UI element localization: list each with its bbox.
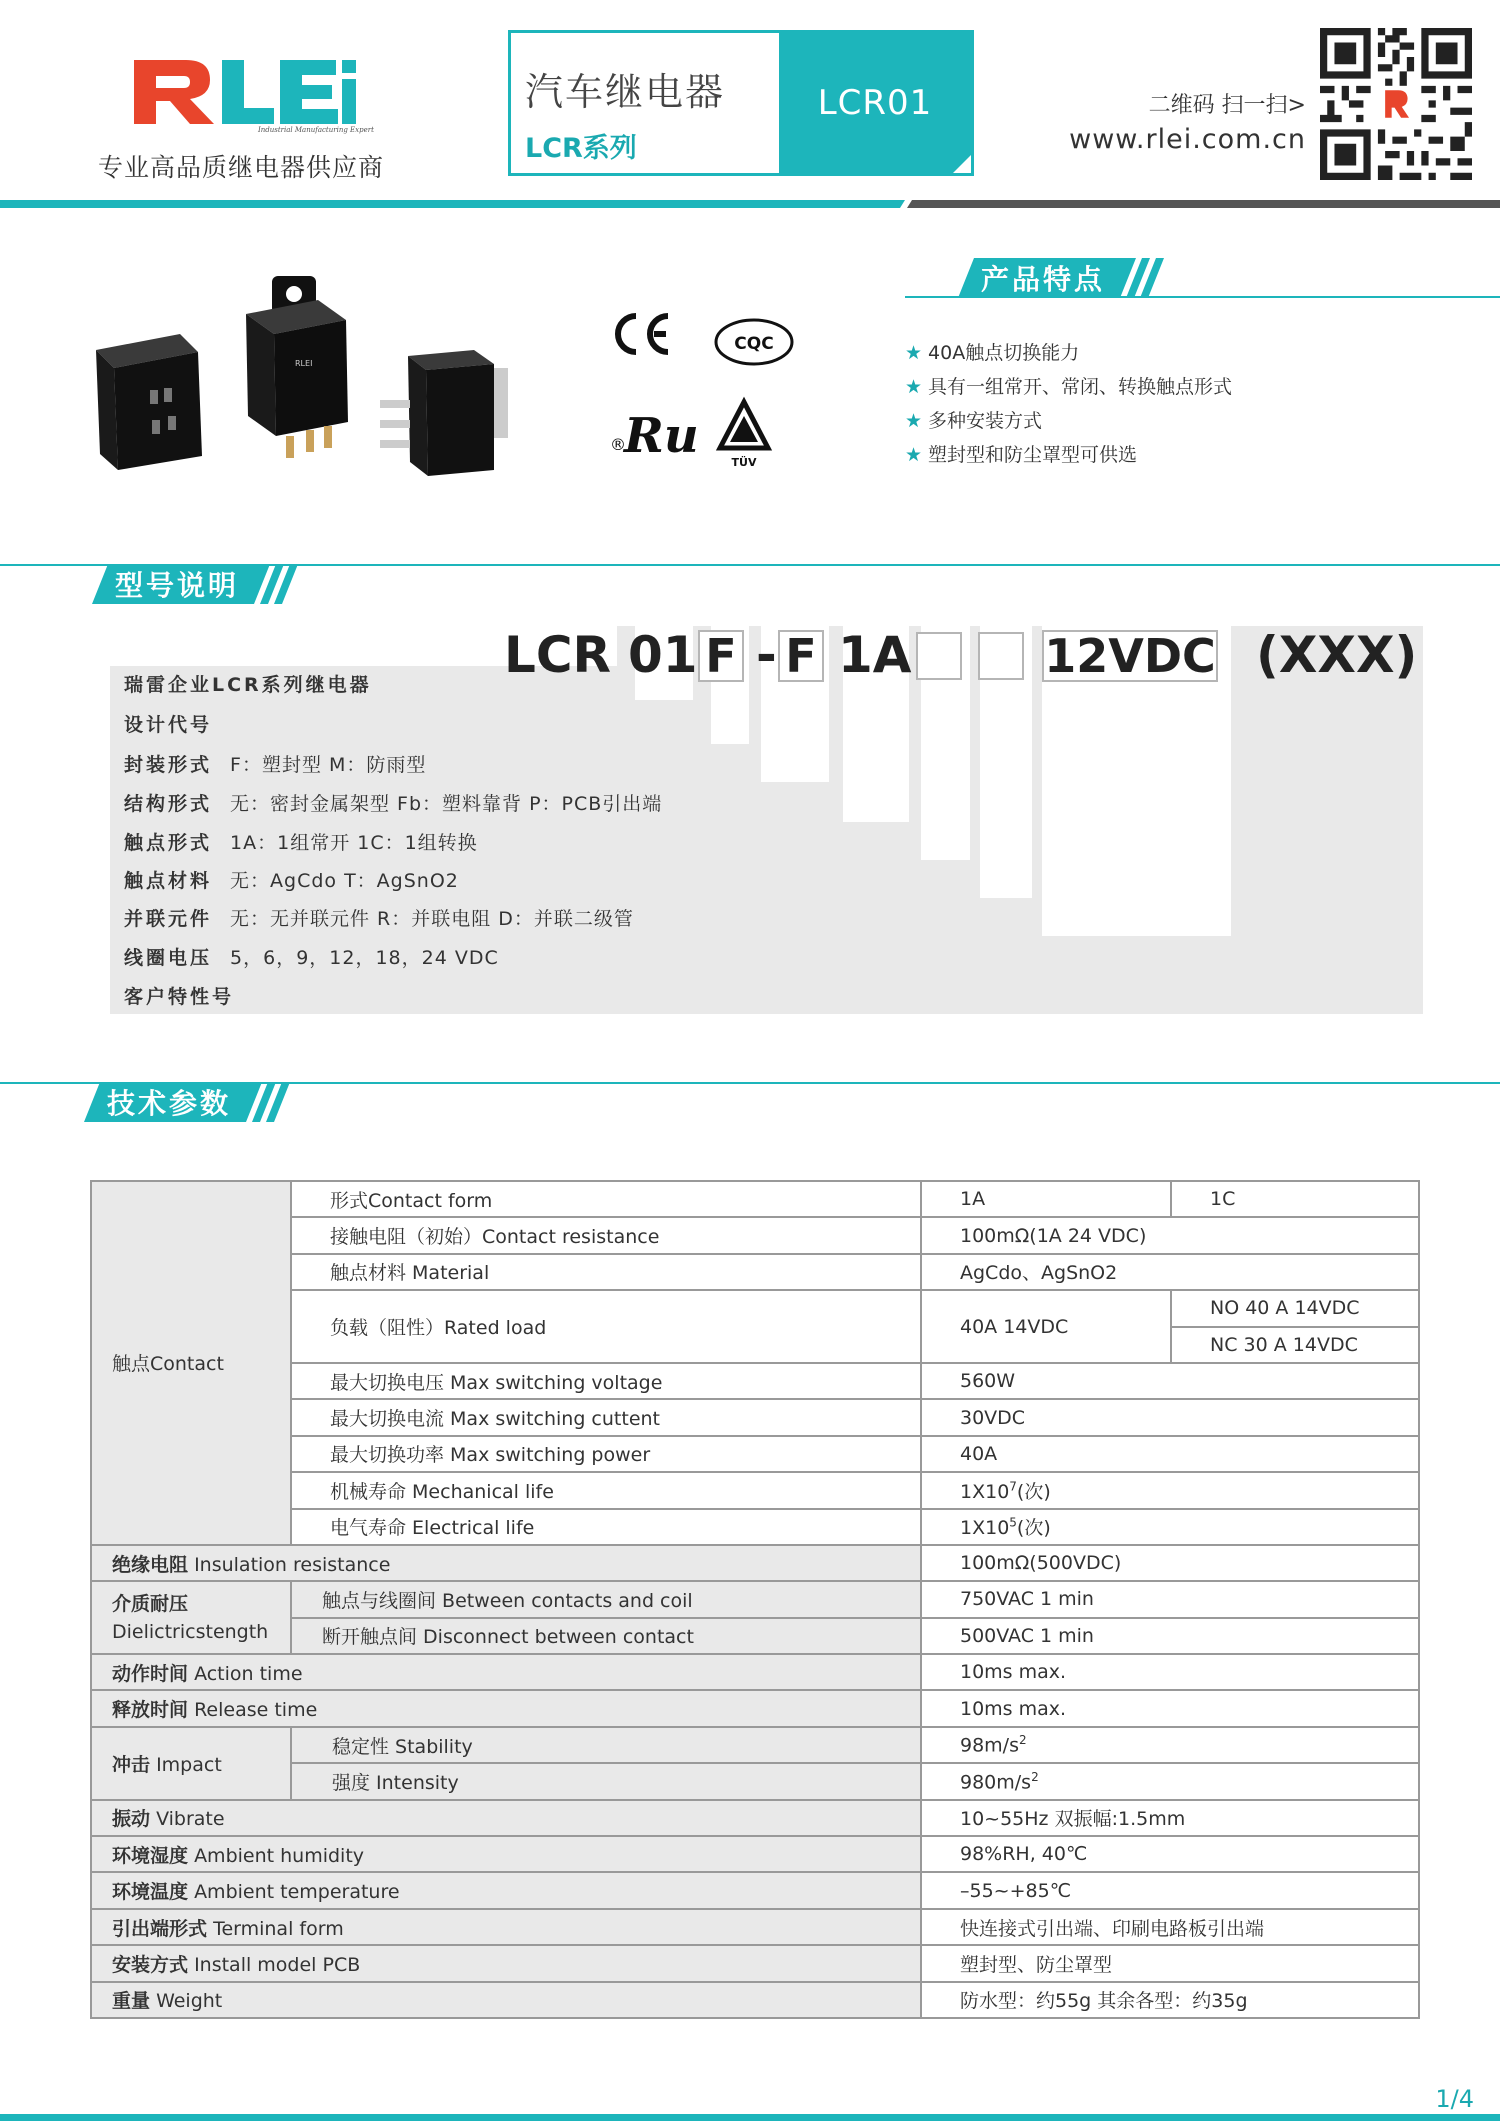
feature-item: ★ 40A触点切换能力	[905, 342, 1080, 364]
model-row-package: 封装形式 F：塑封型 M：防雨型	[124, 753, 427, 776]
tagline: 专业高品质继电器供应商	[98, 153, 385, 182]
svg-text:Ru: Ru	[624, 408, 699, 464]
code-design: 01	[628, 626, 698, 684]
contact-group-label: 触点Contact	[91, 1181, 291, 1545]
code-lcr: LCR	[504, 626, 612, 684]
code-structure: F	[778, 630, 824, 682]
table-row: 环境温度 Ambient temperature –55~+85℃	[91, 1872, 1419, 1908]
table-row: 引出端形式 Terminal form 快连接式引出端、印刷电路板引出端	[91, 1909, 1419, 1945]
table-row: 动作时间 Action time 10ms max.	[91, 1654, 1419, 1690]
feature-item: ★ 塑封型和防尘罩型可供选	[905, 444, 1138, 466]
ce-mark-icon	[618, 316, 668, 352]
model-heading	[92, 564, 312, 604]
model-row-coil-voltage: 线圈电压 5，6，9，12，18，24 VDC	[124, 946, 499, 969]
table-row: 断开触点间 Disconnect between contact 500VAC 1 min	[91, 1618, 1419, 1654]
table-row: 介质耐压 Dielictricstength 触点与线圈间 Between contacts and coil 750VAC 1 min	[91, 1581, 1419, 1617]
certification-icons	[610, 310, 800, 470]
feature-item: ★ 具有一组常开、常闭、转换触点形式	[905, 376, 1233, 398]
star-icon: ★	[905, 410, 923, 432]
feature-list	[905, 336, 1232, 472]
table-row: 触点Contact 形式Contact form 1A 1C	[91, 1181, 1419, 1217]
svg-text:CQC: CQC	[734, 334, 774, 354]
table-row: 安装方式 Install model PCB 塑封型、防尘罩型	[91, 1945, 1419, 1981]
table-row: 冲击 Impact 稳定性 Stability $98m/s^2$	[91, 1727, 1419, 1763]
model-title: 型号说明	[114, 569, 239, 602]
code-customer: (XXX)	[1256, 626, 1418, 684]
model-row-design: 设计代号	[124, 713, 213, 736]
model-label: LCR01	[779, 33, 971, 173]
title-box	[508, 30, 974, 176]
model-row-contact-form: 触点形式 1A：1组常开 1C：1组转换	[124, 831, 478, 854]
table-row: 电气寿命 Electrical life $1X10^5$(次)	[91, 1509, 1419, 1545]
logo-subtitle: Industrial Manufacturing Expert	[258, 126, 374, 134]
table-row: 释放时间 Release time 10ms max.	[91, 1690, 1419, 1726]
star-icon: ★	[905, 376, 923, 398]
website-link[interactable]: www.rlei.com.cn	[1069, 124, 1306, 155]
product-photos	[90, 270, 540, 490]
code-parallel	[978, 632, 1024, 680]
model-step-8	[110, 976, 1423, 1014]
tuv-mark-icon	[720, 402, 768, 469]
rlei-logo	[128, 50, 374, 134]
table-row: 振动 Vibrate 10~55Hz 双振幅:1.5mm	[91, 1800, 1419, 1836]
header-divider	[0, 200, 1500, 208]
table-row: 触点材料 Material AgCdo、AgSnO2	[91, 1254, 1419, 1290]
star-icon: ★	[905, 444, 923, 466]
code-contact-material	[916, 632, 962, 680]
tech-heading	[84, 1082, 304, 1122]
table-row: 机械寿命 Mechanical life $1X10^7$(次)	[91, 1472, 1419, 1508]
tech-title: 技术参数	[106, 1087, 231, 1120]
table-row: 接触电阻（初始）Contact resistance 100mΩ(1A 24 VDC)	[91, 1217, 1419, 1253]
spec-table	[90, 1180, 1420, 2019]
table-row: 绝缘电阻 Insulation resistance 100mΩ(500VDC)	[91, 1545, 1419, 1581]
model-row-series: 瑞雷企业LCR系列继电器	[124, 673, 372, 696]
model-row-contact-material: 触点材料 无：AgCdo T：AgSnO2	[124, 869, 459, 892]
table-row: NC 30 A 14VDC	[91, 1327, 1419, 1363]
model-row-structure: 结构形式 无：密封金属架型 Fb：塑料靠背 P：PCB引出端	[124, 792, 663, 815]
features-heading	[958, 258, 1178, 298]
model-row-customer: 客户特性号	[124, 985, 235, 1008]
table-row: 强度 Intensity $980m/s^2$	[91, 1763, 1419, 1799]
table-row: 最大切换功率 Max switching power 40A	[91, 1436, 1419, 1472]
table-row: 最大切换电压 Max switching voltage 560W	[91, 1363, 1419, 1399]
code-dash: -	[756, 626, 777, 684]
ur-mark-icon	[610, 408, 699, 464]
qr-prompt: 二维码 扫一扫>	[1148, 93, 1306, 118]
series-label: LCR系列	[525, 133, 637, 164]
code-coil-voltage: 12VDC	[1042, 630, 1218, 682]
svg-text:TÜV: TÜV	[731, 456, 757, 469]
qr-code-icon[interactable]	[1320, 28, 1472, 180]
features-title: 产品特点	[980, 263, 1105, 296]
table-row: 最大切换电流 Max switching cuttent 30VDC	[91, 1399, 1419, 1435]
cqc-mark-icon	[716, 320, 792, 364]
code-contact-form: 1A	[838, 626, 912, 684]
code-package: F	[698, 630, 744, 682]
star-icon: ★	[905, 342, 923, 364]
table-row: 负载（阻性）Rated load 40A 14VDC NO 40 A 14VDC	[91, 1290, 1419, 1326]
product-title: 汽车继电器	[525, 70, 726, 114]
svg-text:®: ®	[610, 435, 626, 454]
feature-item: ★ 多种安装方式	[905, 410, 1043, 432]
table-row: 重量 Weight 防水型：约55g 其余各型：约35g	[91, 1982, 1419, 2018]
model-row-parallel: 并联元件 无：无并联元件 R：并联电阻 D：并联二级管	[124, 907, 634, 930]
svg-text:RLEI: RLEI	[295, 359, 313, 368]
table-row: 环境湿度 Ambient humidity 98%RH, 40℃	[91, 1836, 1419, 1872]
page-number: 1/4	[1435, 2085, 1474, 2113]
footer-divider	[0, 2114, 1500, 2121]
